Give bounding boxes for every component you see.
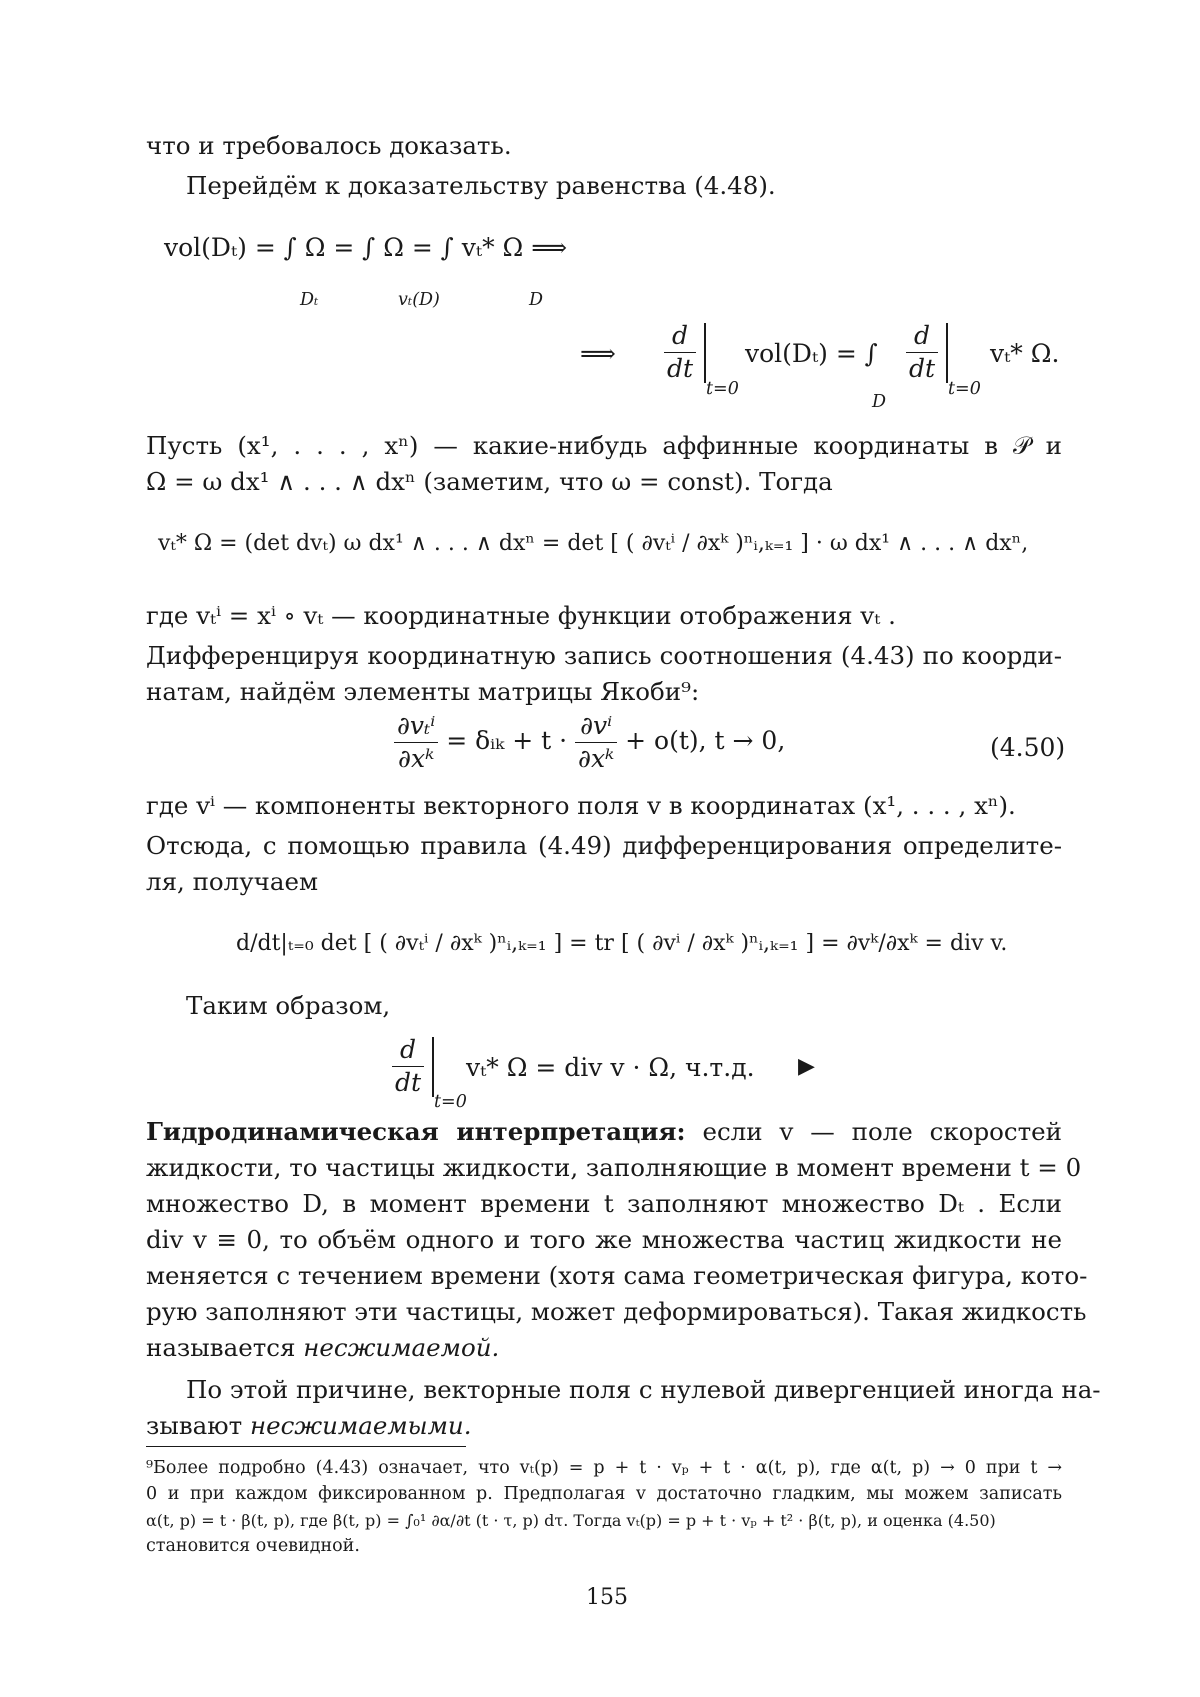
evaluation-subscript: t=0 <box>948 379 981 399</box>
derivative-fraction: $\frac{d}{dt}$ <box>392 1034 434 1099</box>
footnote-line: ⁹Более подробно (4.43) означает, что vₜ(p) = p + t · vₚ + t · α(t, p), где α(t, p) → 0 при t → <box>146 1458 1062 1478</box>
equation-determinant-derivative: d/dt|ₜ₌₀ det [ ( ∂vₜⁱ / ∂xᵏ )ⁿᵢ,ₖ₌₁ ] = tr [ ( ∂vⁱ / ∂xᵏ )ⁿᵢ,ₖ₌₁ ] = ∂vᵏ/∂xᵏ = div v. <box>236 931 1008 956</box>
equation-pullback: vₜ* Ω = (det dvₜ) ω dx¹ ∧ . . . ∧ dxⁿ = det [ ( ∂vₜⁱ / ∂xᵏ )ⁿᵢ,ₖ₌₁ ] · ω dx¹ ∧ . . . ∧ dxⁿ, <box>158 531 1029 556</box>
equation-divergence: vₜ* Ω = div v · Ω, ч.т.д. <box>466 1053 755 1082</box>
equation-number: (4.50) <box>990 733 1066 762</box>
text-line: Таким образом, <box>186 991 391 1020</box>
text-line: меняется с течением времени (хотя сама геометрическая фигура, кото- <box>146 1261 1088 1290</box>
text-line: div v ≡ 0, то объём одного и того же множества частиц жидкости не <box>146 1225 1062 1254</box>
integral-subscript: D <box>529 290 544 310</box>
text-line: где vⁱ — компоненты векторного поля v в координатах (x¹, . . . , xⁿ). <box>146 791 1016 820</box>
text-line: что и требовалось доказать. <box>146 131 512 160</box>
derivative-fraction: $\frac{d}{dt}$ <box>664 320 706 385</box>
footnote-line: 0 и при каждом фиксированном p. Предполагая v достаточно гладким, мы можем записать <box>146 1484 1062 1504</box>
text-line: Перейдём к доказательству равенства (4.48). <box>186 171 776 200</box>
text-line: где vₜⁱ = xⁱ ∘ vₜ — координатные функции отображения vₜ . <box>146 601 896 630</box>
derivative-fraction: $\frac{d}{dt}$ <box>906 320 948 385</box>
text-line: жидкости, то частицы жидкости, заполняющие в момент времени t = 0 <box>146 1153 1082 1182</box>
equation-jacobi: $\frac{\text{∂vₜⁱ}}{\text{∂xᵏ}}$ = δᵢₖ + t · $\frac{\text{∂vⁱ}}{\text{∂xᵏ}}$ + o(t), t → 0, <box>394 710 785 775</box>
text-line: ля, получаем <box>146 867 319 896</box>
text-line: зывают несжимаемыми. <box>146 1411 472 1440</box>
text-line: натам, найдём элементы матрицы Якоби⁹: <box>146 677 700 706</box>
text-line: Дифференцируя координатную запись соотношения (4.43) по коорди- <box>146 641 1062 670</box>
equation-volume-derivative: vol(Dₜ) = ∫ <box>745 339 878 368</box>
integral-subscript: Dₜ <box>300 290 319 310</box>
text-line: Пусть (x¹, . . . , xⁿ) — какие-нибудь аффинные координаты в 𝒫 и <box>146 431 1062 460</box>
equation-volume: vol(Dₜ) = ∫ Ω = ∫ Ω = ∫ vₜ* Ω ⟹ <box>164 233 568 262</box>
end-of-proof-mark: ▶ <box>798 1054 815 1079</box>
text-line: называется несжимаемой. <box>146 1333 500 1362</box>
implies-arrow: ⟹ <box>580 339 616 368</box>
integral-subscript: D <box>872 392 887 412</box>
footnote-line: α(t, p) = t · β(t, p), где β(t, p) = ∫₀¹ ∂α/∂t (t · τ, p) dτ. Тогда vₜ(p) = p + t · vₚ + t² · β(t, p), и оценка (4.50) <box>146 1511 996 1530</box>
text-line: Гидродинамическая интерпретация: если v — поле скоростей <box>146 1117 1062 1146</box>
text-line: рую заполняют эти частицы, может деформироваться). Такая жидкость <box>146 1297 1087 1326</box>
text-line: Ω = ω dx¹ ∧ . . . ∧ dxⁿ (заметим, что ω = const). Тогда <box>146 467 833 496</box>
equation-end: vₜ* Ω. <box>990 339 1060 368</box>
evaluation-subscript: t=0 <box>706 379 739 399</box>
page-number: 155 <box>586 1585 628 1610</box>
footnote-rule <box>146 1446 466 1447</box>
text-line: множество D, в момент времени t заполняют множество Dₜ . Если <box>146 1189 1062 1218</box>
text-line: По этой причине, векторные поля с нулевой дивергенцией иногда на- <box>186 1375 1101 1404</box>
evaluation-subscript: t=0 <box>434 1092 467 1112</box>
integral-subscript: vₜ(D) <box>398 290 440 310</box>
text-line: Отсюда, с помощью правила (4.49) дифференцирования определите- <box>146 831 1062 860</box>
footnote-line: становится очевидной. <box>146 1536 360 1556</box>
